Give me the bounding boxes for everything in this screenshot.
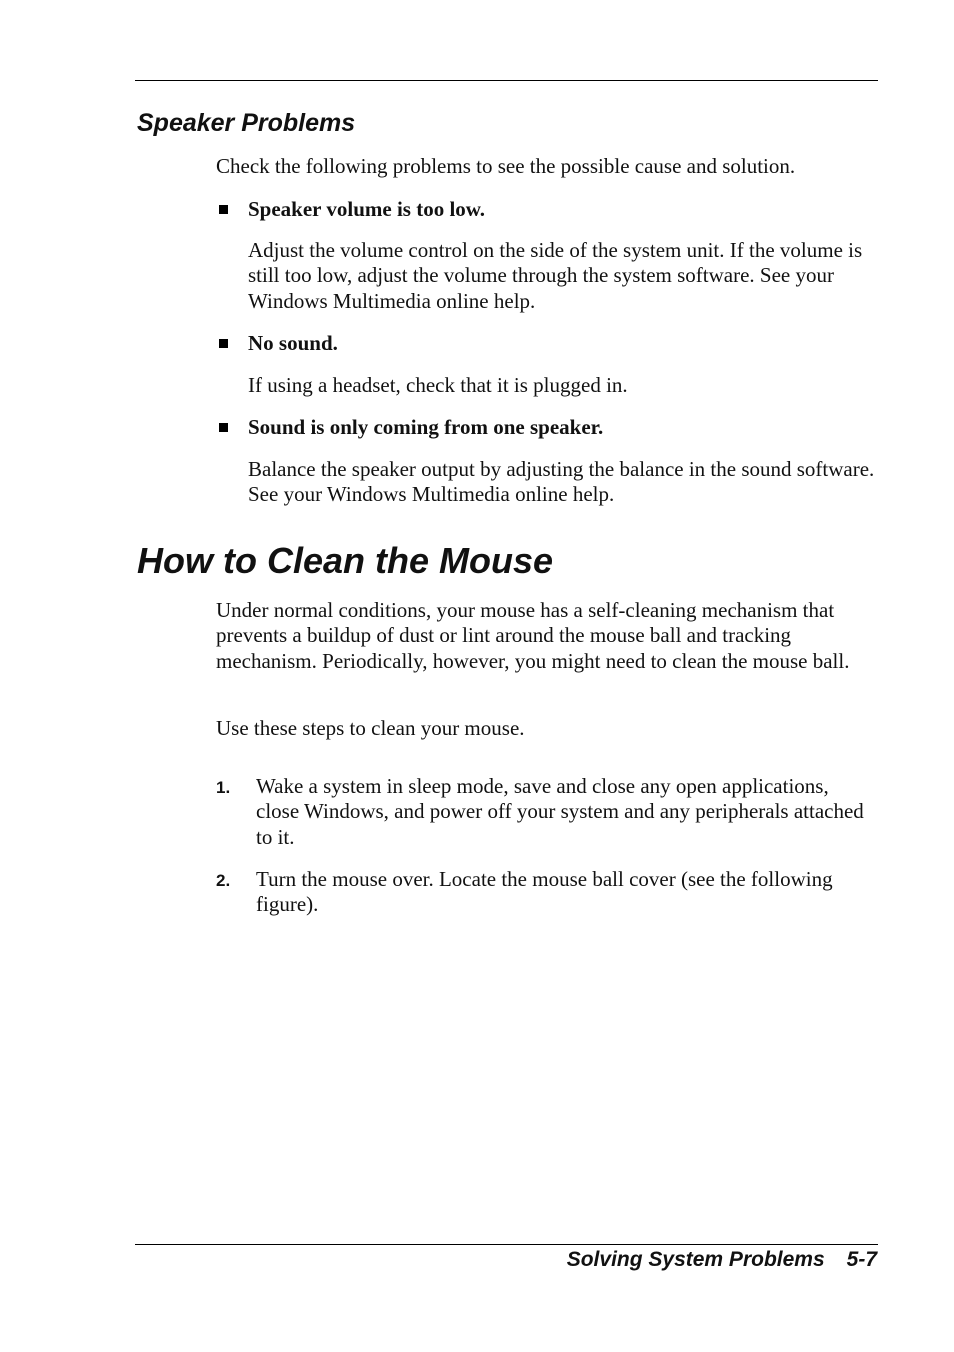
section-intro: Under normal conditions, your mouse has a self-cleaning mechanism that prevents a buildup of dust or lint around the mouse ball and tracking mechanism. Periodically, however, you might need to clean the mouse ball. xyxy=(216,598,850,673)
footer-title: Solving System Problems xyxy=(566,1248,825,1271)
bullet-icon xyxy=(219,205,228,214)
step-number: 1. xyxy=(216,778,231,797)
section-intro: Check the following problems to see the possible cause and solution. xyxy=(216,154,796,178)
problem-solution: If using a headset, check that it is plugged in. xyxy=(248,373,628,397)
header-rule xyxy=(135,80,878,81)
problem-solution: Adjust the volume control on the side of the system unit. If the volume is still too low, adjust the volume through the system software. See your Windows Multimedia online help. xyxy=(248,238,863,313)
problem-solution: Balance the speaker output by adjusting the balance in the sound software. See your Windows Multimedia online help. xyxy=(248,457,875,507)
step-text: Turn the mouse over. Locate the mouse ball cover (see the following figure). xyxy=(256,867,833,917)
chapter-heading-clean-mouse: How to Clean the Mouse xyxy=(137,540,554,581)
section-heading-speaker-problems: Speaker Problems xyxy=(137,109,356,137)
footer-rule xyxy=(135,1244,878,1245)
page-number: 5-7 xyxy=(846,1248,877,1271)
step-text: Wake a system in sleep mode, save and close any open applications, close Windows, and power off your system and any peripherals attached to it. xyxy=(256,774,864,849)
problem-title: Sound is only coming from one speaker. xyxy=(248,415,604,439)
steps-lead: Use these steps to clean your mouse. xyxy=(216,716,525,740)
bullet-icon xyxy=(219,423,228,432)
page-footer xyxy=(567,1246,877,1274)
problem-title: Speaker volume is too low. xyxy=(248,197,486,221)
step-number: 2. xyxy=(216,871,231,890)
bullet-icon xyxy=(219,339,228,348)
problem-title: No sound. xyxy=(248,331,338,355)
